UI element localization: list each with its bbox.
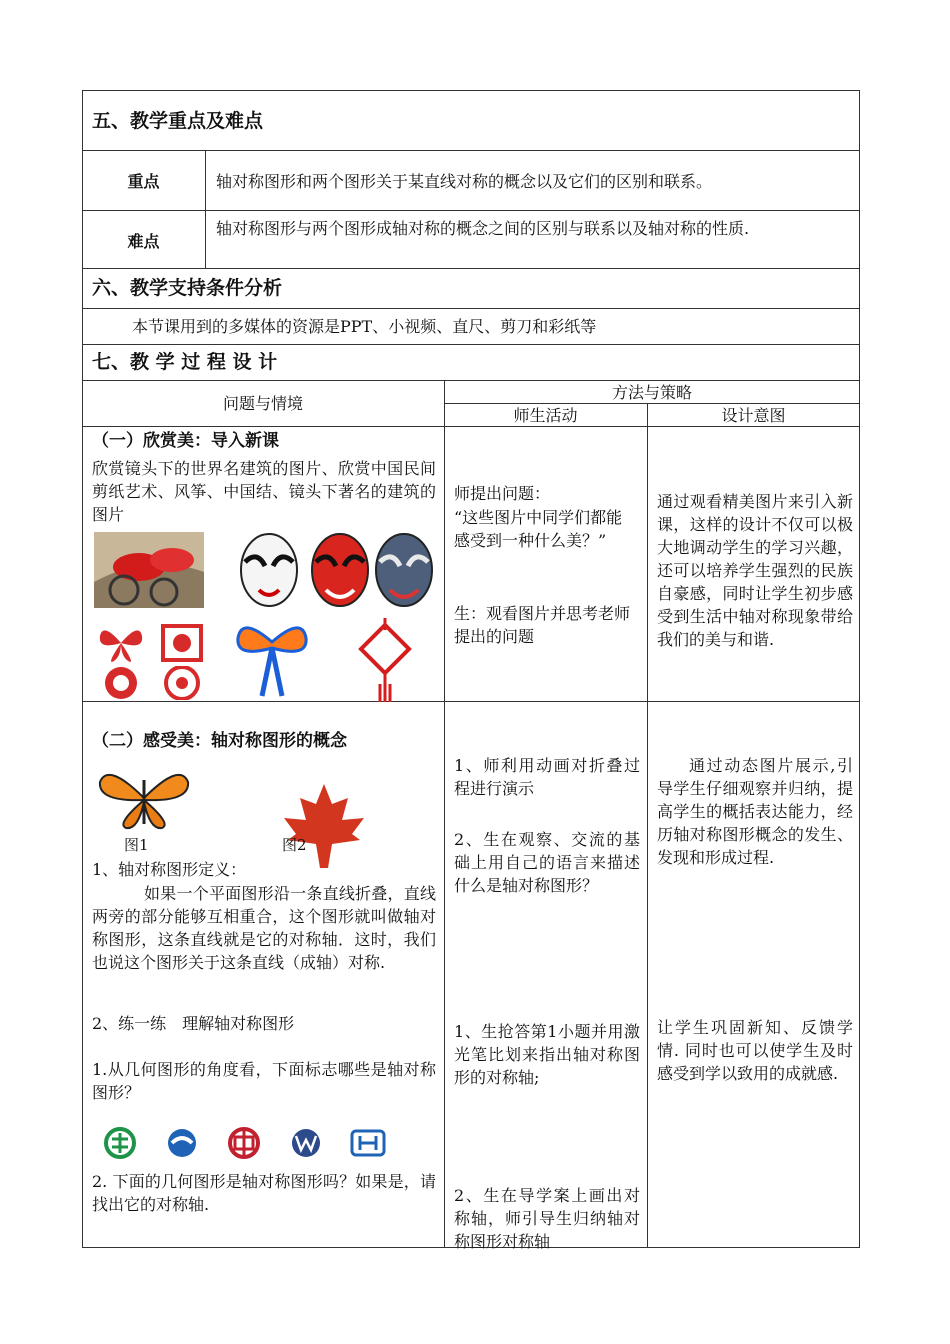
section5-title: 五、教学重点及难点 bbox=[92, 110, 264, 132]
figure-2-caption: 图2 bbox=[282, 836, 307, 854]
rule bbox=[82, 268, 860, 269]
part2-heading: （二）感受美：轴对称图形的概念 bbox=[92, 731, 347, 751]
butterfly-kite-icon bbox=[236, 620, 308, 700]
column-problem: 问题与情境 bbox=[222, 394, 303, 413]
column-intent: 设计意图 bbox=[721, 406, 786, 425]
butterfly-icon bbox=[98, 768, 190, 830]
opera-mask-red-icon bbox=[308, 532, 372, 610]
section7-title: 七、教 学 过 程 设 计 bbox=[92, 351, 278, 373]
part2-intent-2: 让学生巩固新知、反馈学情. 同时也可以使学生及时感受到学以致用的成就感. bbox=[657, 1018, 853, 1083]
paper-cut-pattern-icon bbox=[159, 622, 205, 664]
part2-intent-1: 通过动态图片展示,引导学生仔细观察并归纳，提高学生的概括表达能力，经历轴对称图形概念的发生、发现和形成过程. bbox=[657, 756, 853, 867]
question-2: 2. 下面的几何图形是轴对称图形吗？如果是，请找出它的对称轴. bbox=[92, 1172, 436, 1214]
difficulty-label: 难点 bbox=[127, 232, 160, 251]
part2-activity-4: 2、生在导学案上画出对称轴，师引导生归纳轴对称图形对称轴 bbox=[454, 1186, 640, 1251]
definition-title: 1、轴对称图形定义： bbox=[92, 860, 247, 879]
lesson-plan-page bbox=[82, 90, 860, 1251]
chinese-knot-icon bbox=[354, 618, 416, 702]
practice-title: 2、练一练 理解轴对称图形 bbox=[92, 1014, 295, 1033]
rule bbox=[82, 210, 860, 211]
question-1: 1.从几何图形的角度看，下面标志哪些是轴对称图形？ bbox=[92, 1060, 436, 1102]
rule bbox=[82, 308, 860, 309]
focus-text: 轴对称图形和两个图形关于某直线对称的概念以及它们的区别和联系。 bbox=[216, 172, 713, 191]
column-method: 方法与策略 bbox=[611, 383, 692, 402]
rule bbox=[82, 150, 860, 151]
part2-activity-3: 1、生抢答第1小题并用激光笔比划来指出轴对称图形的对称轴; bbox=[454, 1022, 640, 1087]
opera-mask-white-icon bbox=[237, 532, 301, 610]
opera-mask-blue-icon bbox=[372, 532, 436, 610]
paper-cut-flower-icon bbox=[159, 666, 205, 700]
section6-title: 六、教学支持条件分析 bbox=[92, 277, 283, 299]
rule bbox=[205, 150, 206, 268]
maple-leaf-icon bbox=[278, 782, 370, 870]
column-activity: 师生活动 bbox=[513, 406, 578, 425]
bank-of-china-logo-icon bbox=[222, 1127, 266, 1159]
definition-text: 如果一个平面图形沿一条直线折叠，直线两旁的部分能够互相重合，这个图形就叫做轴对称图形，这条直线就是它的对称轴．这时，我们也说这个图形关于这条直线（成轴）对称. bbox=[92, 884, 436, 972]
rule bbox=[647, 403, 648, 1247]
cyclists-photo bbox=[94, 532, 204, 608]
part2-activity-1: 1、师利用动画对折叠过程进行演示 bbox=[454, 756, 640, 798]
agricultural-bank-logo-icon bbox=[98, 1127, 142, 1159]
part1-intent: 通过观看精美图片来引入新课，这样的设计不仅可以极大地调动学生的学习兴趣，还可以培养学生强烈的民族自豪感，同时让学生初步感受到生活中轴对称现象带给我们的美与和谐. bbox=[657, 492, 853, 649]
part1-description: 欣赏镜头下的世界名建筑的图片、欣赏中国民间剪纸艺术、风筝、中国结、镜头下著名的建筑的图片 bbox=[92, 459, 436, 524]
part1-heading: （一）欣赏美：导入新课 bbox=[92, 431, 279, 451]
figure-1-caption: 图1 bbox=[124, 836, 149, 854]
part1-activity-student: 生：观看图片并思考老师提出的问题 bbox=[454, 604, 631, 646]
construction-bank-logo-icon bbox=[160, 1127, 204, 1159]
paper-cut-round-icon bbox=[98, 666, 144, 700]
focus-label: 重点 bbox=[127, 172, 160, 191]
part1-activity-question-label: 师提出问题： bbox=[454, 484, 551, 503]
rule bbox=[444, 380, 445, 1247]
honda-logo-icon bbox=[346, 1127, 390, 1159]
difficulty-text: 轴对称图形与两个图形成轴对称的概念之间的区别与联系以及轴对称的性质. bbox=[216, 219, 750, 238]
rule bbox=[82, 701, 860, 702]
part1-activity-question: “这些图片中同学们都能感受到一种什么美？” bbox=[454, 508, 623, 550]
volkswagen-logo-icon bbox=[284, 1127, 328, 1159]
paper-cut-butterfly-icon bbox=[98, 622, 144, 664]
rule bbox=[82, 344, 860, 345]
section6-text: 本节课用到的多媒体的资源是PPT、小视频、直尺、剪刀和彩纸等 bbox=[132, 317, 597, 336]
part2-activity-2: 2、生在观察、交流的基础上用自己的语言来描述什么是轴对称图形？ bbox=[454, 830, 640, 895]
